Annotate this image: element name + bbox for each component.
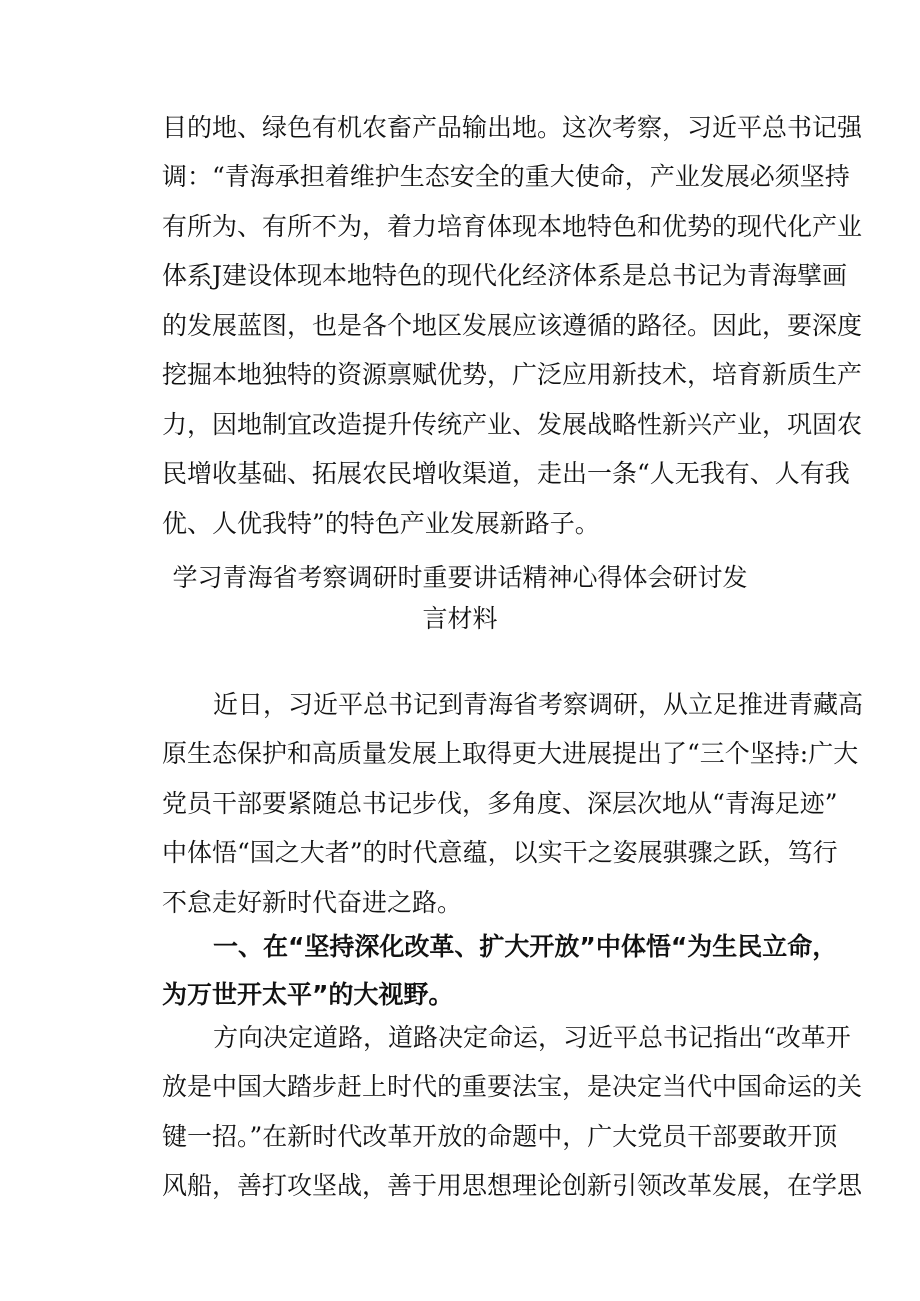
text-line: 键一招。”在新时代改革开放的命题中，广大党员干部要敢开顶 — [162, 1122, 838, 1151]
text-line: 体系J建设体现本地特色的现代化经济体系是总书记为青海擘画 — [162, 261, 848, 290]
text-line: 优、人优我特”的特色产业发展新路子。 — [162, 509, 600, 538]
text-line: 近日，习近平总书记到青海省考察调研，从立足推进青藏高 — [213, 690, 864, 719]
text-line: 方向决定道路，道路决定命运，习近平总书记指出“改革开 — [213, 1023, 851, 1052]
title-line: 学习青海省考察调研时重要讲话精神心得体会研讨发 — [172, 563, 748, 592]
text-line: 风船，善打攻坚战，善于用思想理论创新引领改革发展，在学思 — [162, 1171, 863, 1200]
text-line: 原生态保护和高质量发展上取得更大进展提出了“三个坚持:广大 — [162, 739, 859, 768]
text-line: 的发展蓝图，也是各个地区发展应该遵循的路径。因此，要深度 — [162, 311, 863, 340]
text-line: 调：“青海承担着维护生态安全的重大使命，产业发展必须坚持 — [162, 162, 850, 191]
text-line: 力，因地制宜改造提升传统产业、发展战略性新兴产业，巩固农 — [162, 410, 863, 439]
text-line: 民增收基础、拓展农民增收渠道，走出一条“人无我有、人有我 — [162, 459, 850, 488]
text-line: 目的地、绿色有机农畜产品输出地。这次考察，习近平总书记强 — [162, 113, 863, 142]
text-line: 党员干部要紧随总书记步伐，多角度、深层次地从“青海足迹” — [162, 789, 838, 818]
text-line: 放是中国大踏步赶上时代的重要法宝，是决定当代中国命运的关 — [162, 1072, 863, 1101]
title-line: 言材料 — [422, 604, 498, 633]
heading-line: 为万世开太平”的大视野。 — [162, 980, 454, 1009]
text-line: 有所为、有所不为，着力培育体现本地特色和优势的现代化产业 — [162, 212, 863, 241]
text-line: 挖掘本地独特的资源禀赋优势，广泛应用新技术，培育新质生产 — [162, 360, 863, 389]
text-line: 不怠走好新时代奋进之路。 — [162, 888, 463, 917]
heading-line: 一、在“坚持深化改革、扩大开放”中体悟“为生民立命， — [213, 932, 838, 961]
text-line: 中体悟“国之大者”的时代意蕴，以实干之姿展骐骤之跃，笃行 — [162, 838, 838, 867]
